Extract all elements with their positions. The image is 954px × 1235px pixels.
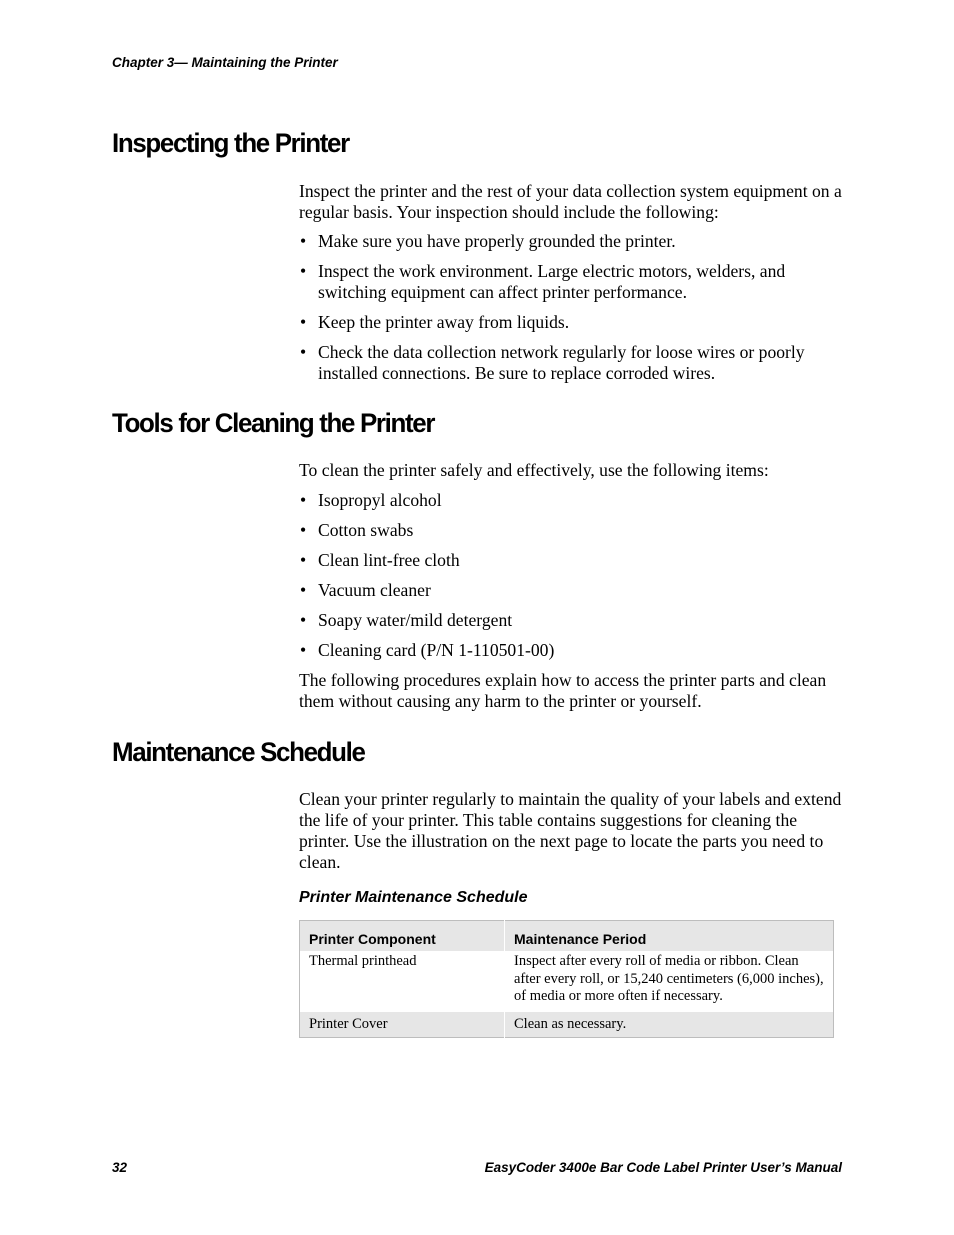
bullet-icon: • bbox=[300, 231, 307, 251]
manual-title: EasyCoder 3400e Bar Code Label Printer User’s Manual bbox=[484, 1160, 842, 1175]
list-item: • Inspect the work environment. Large electric motors, welders, and switching equipment can affect printer performance. bbox=[300, 261, 786, 302]
cell-period: Inspect after every roll of media or ribbon. Clean after every roll, or 15,240 centimeters (6,000 inches), of media or more often if necessary. bbox=[514, 953, 824, 1004]
table-row bbox=[300, 951, 834, 1012]
cell-component: Thermal printhead bbox=[300, 951, 505, 1012]
section-title-schedule: Maintenance Schedule bbox=[112, 737, 365, 767]
bullet-icon: • bbox=[300, 580, 307, 600]
bullet-icon: • bbox=[300, 550, 307, 570]
bullet-icon: • bbox=[300, 312, 307, 332]
cell-component: Printer Cover bbox=[300, 1012, 505, 1038]
column-header-component: Printer Component bbox=[300, 921, 505, 952]
bullet-icon: • bbox=[300, 640, 307, 660]
list-item: • Make sure you have properly grounded the printer. bbox=[300, 231, 676, 251]
list-item: • Keep the printer away from liquids. bbox=[300, 312, 570, 332]
maintenance-table bbox=[299, 920, 834, 1038]
bullet-icon: • bbox=[300, 342, 307, 362]
tools-list bbox=[299, 490, 844, 670]
bullet-icon: • bbox=[300, 520, 307, 540]
table-caption: Printer Maintenance Schedule bbox=[299, 889, 528, 906]
page-number: 32 bbox=[112, 1160, 128, 1175]
list-item: • Vacuum cleaner bbox=[300, 580, 431, 600]
tools-outro: The following procedures explain how to access the printer parts and clean them without causing any harm to the printer or yourself. bbox=[299, 670, 827, 711]
section-title-inspecting: Inspecting the Printer bbox=[112, 128, 349, 158]
cell-period: Clean as necessary. bbox=[505, 1012, 834, 1038]
list-item: • Cotton swabs bbox=[300, 520, 414, 540]
bullet-icon: • bbox=[300, 490, 307, 510]
list-item: • Isopropyl alcohol bbox=[300, 490, 442, 510]
inspecting-intro: Inspect the printer and the rest of your data collection system equipment on a regular basis. Your inspection should include the following: bbox=[299, 181, 842, 222]
list-item: • Check the data collection network regularly for loose wires or poorly installed connections. Be sure to replace corroded wires. bbox=[300, 342, 805, 383]
schedule-intro: Clean your printer regularly to maintain the quality of your labels and extend the life of your printer. This table contains suggestions for cleaning the printer. Use the illustration on the next page to locate the parts you need to clean. bbox=[299, 789, 842, 872]
table-row bbox=[300, 1012, 834, 1038]
tools-intro: To clean the printer safely and effectively, use the following items: bbox=[299, 460, 769, 480]
bullet-icon: • bbox=[300, 610, 307, 630]
section-title-tools: Tools for Cleaning the Printer bbox=[112, 408, 435, 438]
running-header: Chapter 3— Maintaining the Printer bbox=[112, 55, 338, 70]
column-header-period: Maintenance Period bbox=[505, 921, 834, 952]
inspecting-list bbox=[299, 231, 844, 393]
list-item: • Soapy water/mild detergent bbox=[300, 610, 513, 630]
table-header-row bbox=[300, 921, 834, 952]
bullet-icon: • bbox=[300, 261, 307, 281]
list-item: • Clean lint-free cloth bbox=[300, 550, 460, 570]
list-item: • Cleaning card (P/N 1-110501-00) bbox=[300, 640, 555, 660]
